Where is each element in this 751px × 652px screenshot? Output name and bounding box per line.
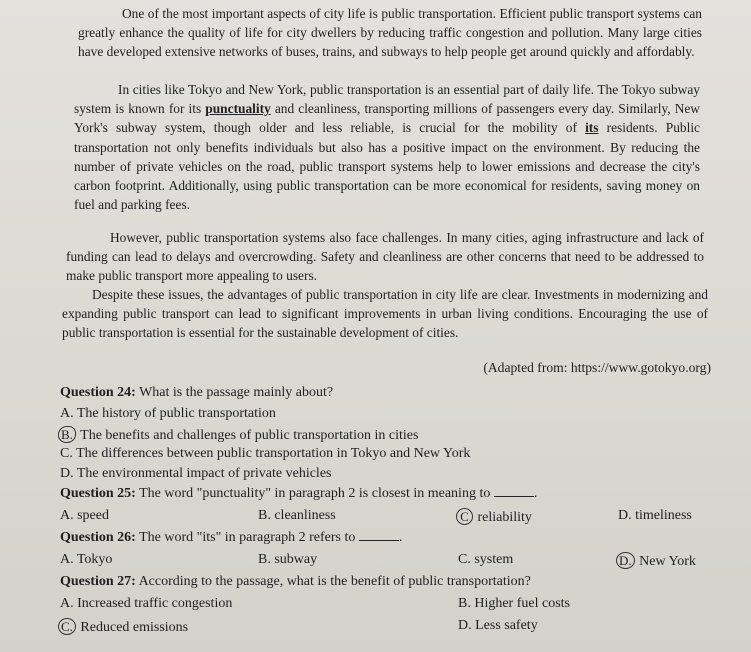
q26-option-c[interactable]: C. system [458,552,514,567]
q25-option-d[interactable]: D. timeliness [618,508,692,523]
q24-option-b[interactable]: B. The benefits and challenges of public transportation in cities [60,426,418,444]
q26-option-b[interactable]: B. subway [258,552,318,567]
q24-option-a[interactable]: A. The history of public transportation [60,406,276,421]
question-25: Question 25: The word "punctuality" in paragraph 2 is closest in meaning to . [60,486,538,501]
q27-option-d[interactable]: D. Less safety [458,618,538,633]
question-26: Question 26: The word "its" in paragraph 2 refers to . [60,530,403,545]
q27-option-a[interactable]: A. Increased traffic congestion [60,596,233,611]
passage-paragraph-4: Despite these issues, the advantages of public transportation in city life are clear. Investments in modernizing and expanding public transport can lead to significant improvements in urban living conditions. Encouraging the use of public transportation is essential for the sustainable development of cities. [62,287,708,341]
q25-option-c[interactable]: C reliability [458,508,532,526]
q26-option-a[interactable]: A. Tokyo [60,552,113,567]
q27-option-b[interactable]: B. Higher fuel costs [458,596,570,611]
answer-circle-mark: B. [58,426,76,443]
q25-option-b[interactable]: B. cleanliness [258,508,336,523]
question-24: Question 24: What is the passage mainly about? [60,385,334,400]
underlined-word-its: its [585,120,599,136]
passage-paragraph-1: One of the most important aspects of city life is public transportation. Efficient public transport systems can greatly enhance the quality of life for city dwellers by reducing traffic congestion and pollution. Many large cities have developed extensive networks of buses, trains, and subways to help people get around quickly and affordably. [78,6,702,60]
q25-option-a[interactable]: A. speed [60,508,109,523]
q24-option-c[interactable]: C. The differences between public transportation in Tokyo and New York [60,446,471,461]
answer-blank [359,540,399,541]
passage-paragraph-3: However, public transportation systems also face challenges. In many cities, aging infrastructure and lack of funding can lead to delays and overcrowding. Safety and cleanliness are other concerns that need to be addressed to make public transport more appealing to users. [66,230,704,284]
passage-paragraph-2: In cities like Tokyo and New York, public transportation is an essential part of daily life. The Tokyo subway system is known for its punctuality and cleanliness, transporting millions of passengers every day. Similarly, New York's subway system, though older and less reliable, is crucial for the mobility of its residents. Public transportation not only benefits individuals but also has a positive impact on the environment. By reducing the number of private vehicles on the road, public transport systems help to lower emissions and decrease the city's carbon footprint. Additionally, using public transportation can be more economical for residents, saving money on fuel and parking fees. [74,82,700,213]
q26-option-d[interactable]: D. New York [618,552,696,570]
underlined-word-punctuality: punctuality [205,101,271,117]
answer-blank [494,496,534,497]
question-27: Question 27: According to the passage, what is the benefit of public transportation? [60,574,531,589]
q27-option-c[interactable]: C. Reduced emissions [60,618,188,636]
passage-source: (Adapted from: https://www.gotokyo.org) [483,360,711,375]
answer-circle-mark: C. [58,618,76,635]
answer-circle-mark: C [456,508,473,525]
answer-circle-mark: D. [616,552,635,569]
q24-option-d[interactable]: D. The environmental impact of private vehicles [60,466,332,481]
